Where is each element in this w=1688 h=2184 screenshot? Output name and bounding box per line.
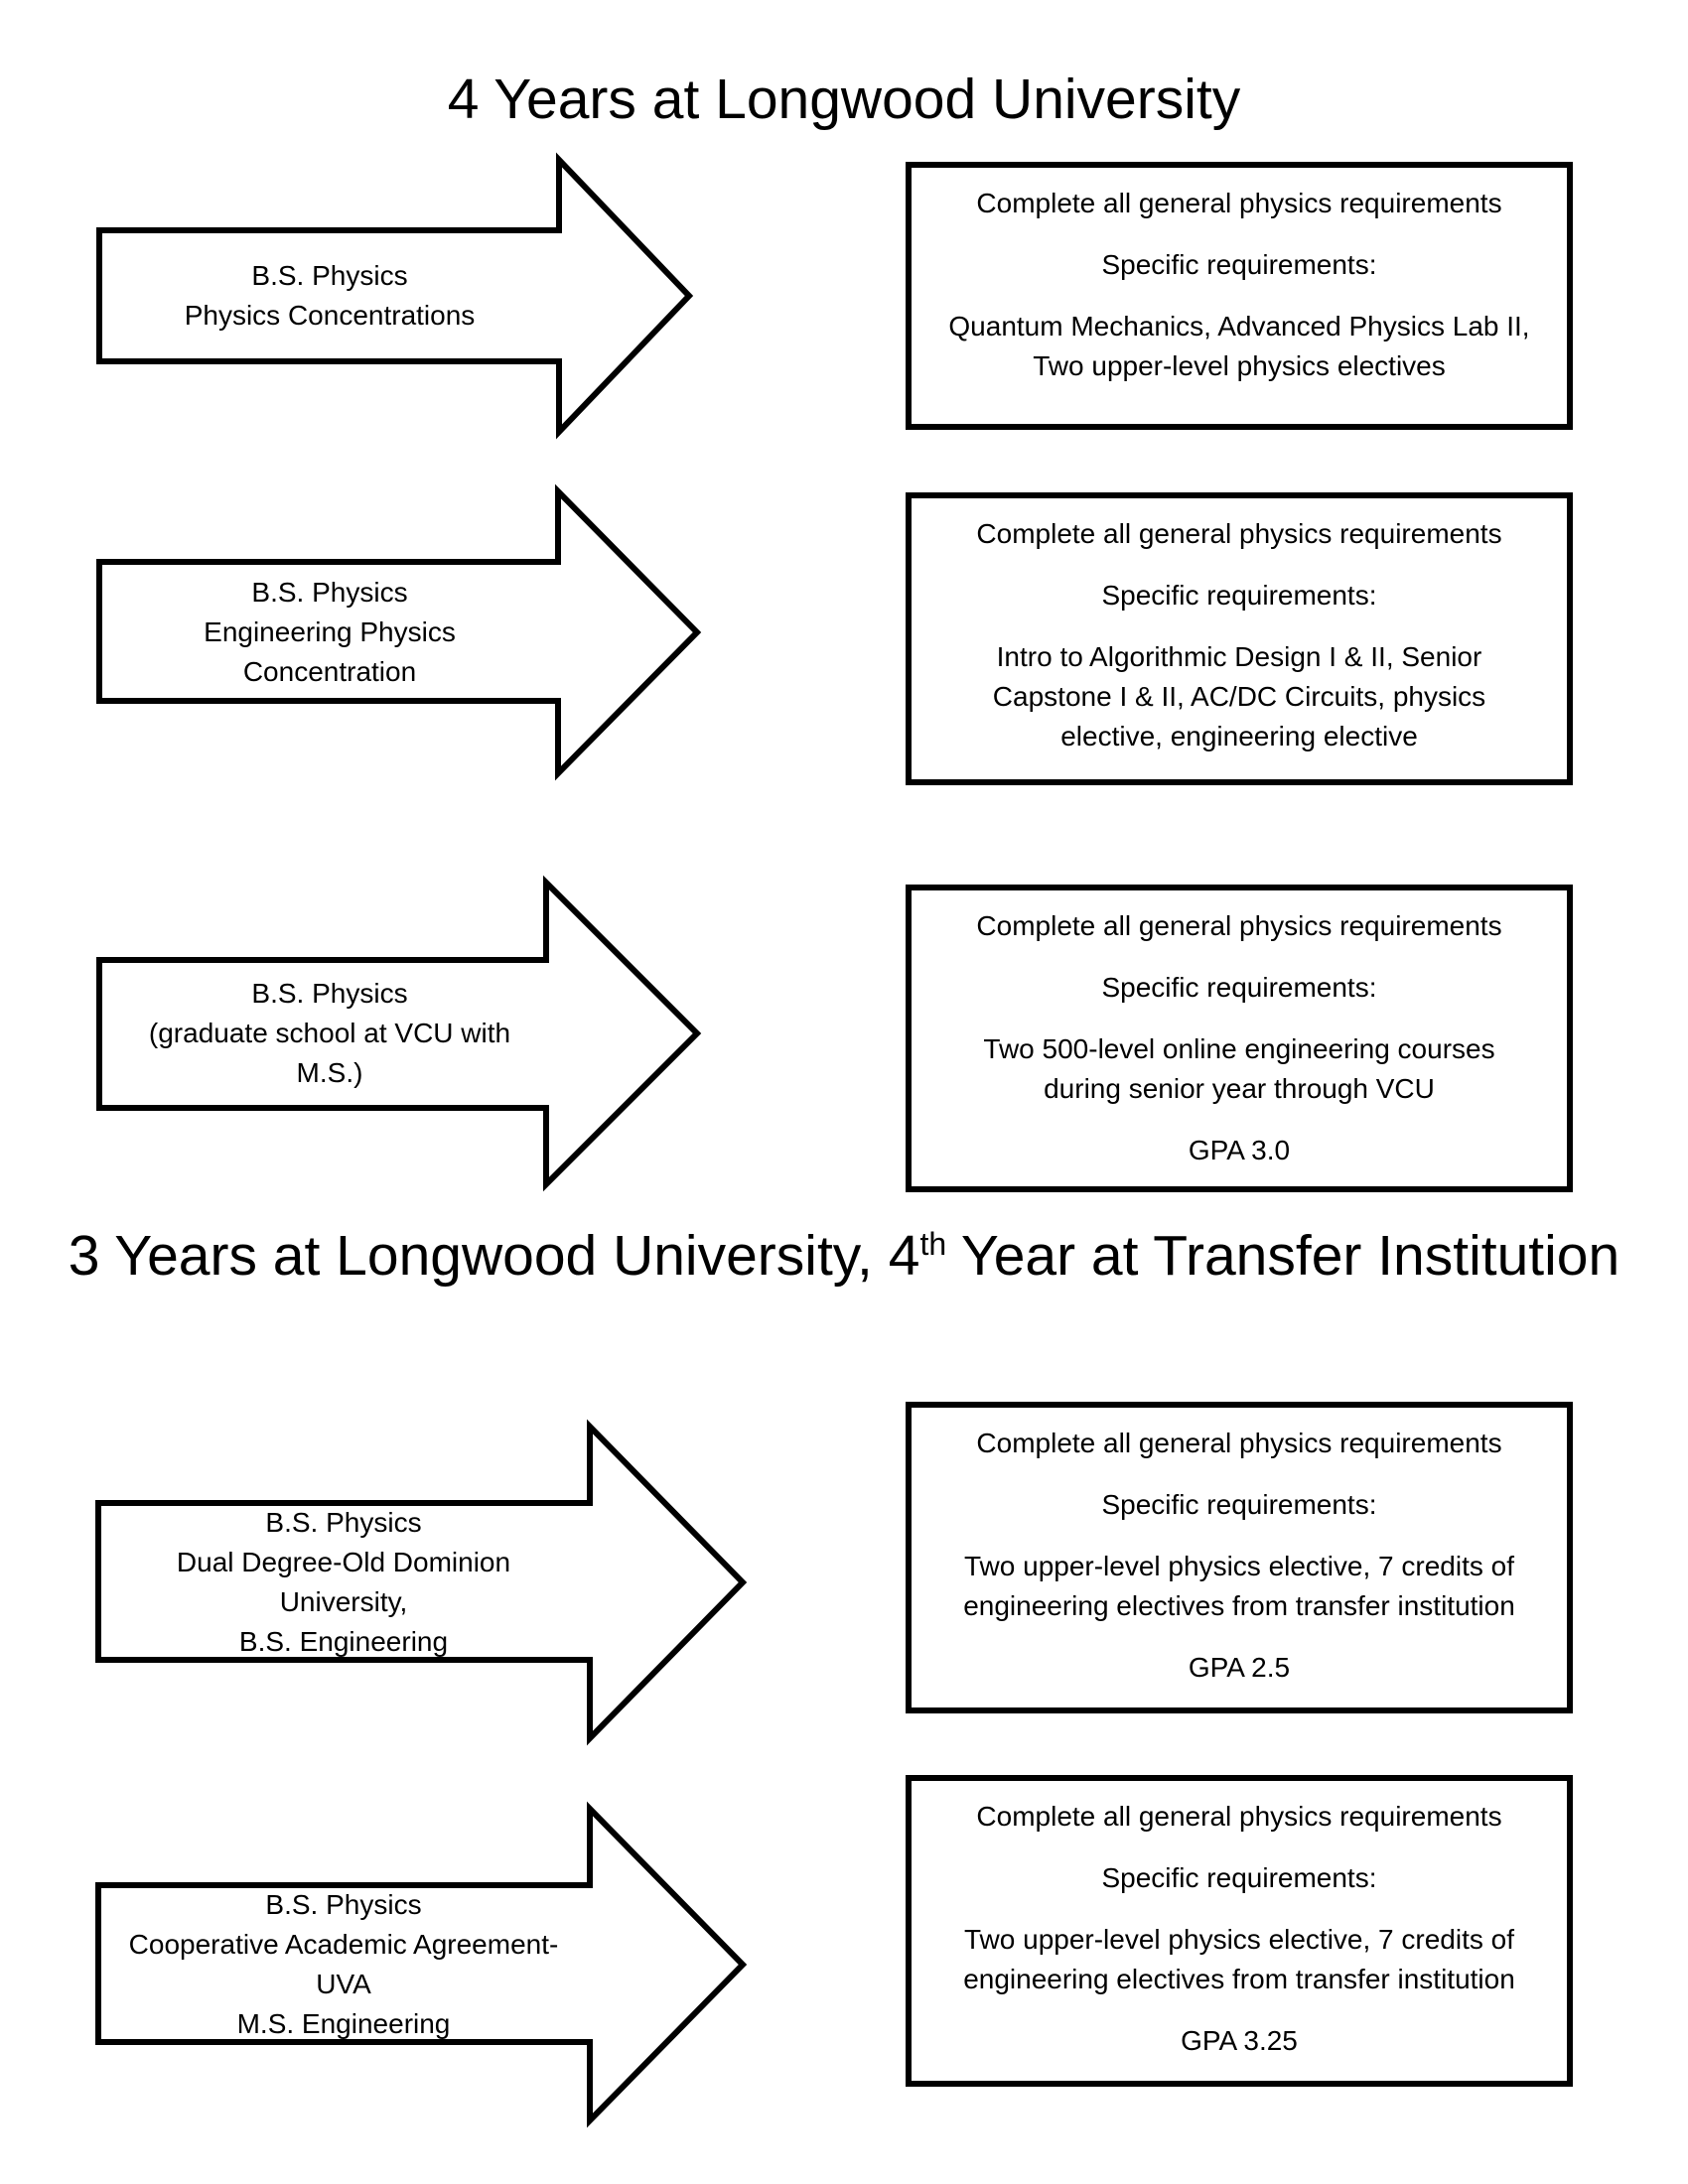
arrow-label-line: Engineering Physics Concentration	[204, 616, 456, 687]
specific-requirements-text	[983, 1029, 1494, 1109]
specific-line: Two upper-level physics elective, 7 credits of	[963, 1551, 1515, 1581]
specific-requirements-label: Specific requirements:	[1101, 580, 1377, 611]
arrow-label-line: B.S. Physics	[265, 1507, 422, 1538]
section-title-four-years: 4 Years at Longwood University	[447, 68, 1241, 131]
arrow-label	[116, 488, 543, 776]
specific-line: engineering electives from transfer institution	[963, 1964, 1515, 1994]
specific-requirements-label: Specific requirements:	[1101, 1862, 1377, 1893]
specific-requirements-label: Specific requirements:	[1101, 972, 1377, 1003]
arrow-label	[116, 157, 543, 435]
pathway-arrow-uva-cooperative	[95, 1806, 746, 2123]
specific-requirements-label: Specific requirements:	[1101, 1489, 1377, 1520]
specific-line: Intro to Algorithmic Design I & II, Senior	[996, 641, 1482, 672]
requirements-box-vcu-graduate	[906, 885, 1573, 1192]
general-requirements-text: Complete all general physics requirements	[976, 1428, 1502, 1458]
pathway-arrow-dual-degree-odu	[95, 1424, 746, 1741]
specific-requirements-text	[948, 307, 1529, 386]
gpa-requirement: GPA 3.25	[1181, 2025, 1298, 2056]
pathway-arrow-physics-concentrations	[96, 157, 692, 435]
gpa-requirement: GPA 2.5	[1188, 1652, 1291, 1683]
general-requirements-text: Complete all general physics requirements	[976, 188, 1502, 218]
requirements-box-physics-concentrations	[906, 162, 1573, 430]
ordinal-superscript: th	[919, 1226, 947, 1262]
specific-line: Capstone I & II, AC/DC Circuits, physics	[992, 681, 1486, 712]
specific-line: engineering electives from transfer institution	[963, 1590, 1515, 1621]
requirements-box-uva-cooperative	[906, 1775, 1573, 2087]
general-requirements-text: Complete all general physics requirements	[976, 518, 1502, 549]
arrow-label	[115, 1424, 572, 1741]
specific-requirements-text	[963, 1920, 1515, 1999]
arrow-label-line: M.S. Engineering	[236, 2008, 451, 2039]
requirements-box-engineering-physics	[906, 492, 1573, 785]
arrow-label-line: B.S. Engineering	[238, 1626, 449, 1657]
specific-line: elective, engineering elective	[1060, 721, 1418, 751]
arrow-label-line: (graduate school at VCU with M.S.)	[148, 1018, 511, 1088]
pathway-arrow-engineering-physics	[96, 488, 700, 776]
specific-requirements-text	[993, 637, 1485, 756]
gpa-requirement: GPA 3.0	[1188, 1135, 1291, 1165]
arrow-label-line: Cooperative Academic Agreement-UVA	[128, 1929, 559, 1999]
section-title-three-years-transfer: 3 Years at Longwood University, 4th Year at Transfer Institution	[68, 1224, 1620, 1288]
arrow-label-line: B.S. Physics	[251, 577, 408, 608]
requirements-box-dual-degree-odu	[906, 1402, 1573, 1713]
specific-line: Two upper-level physics electives	[1033, 350, 1446, 381]
specific-line: Two upper-level physics elective, 7 credits of	[963, 1924, 1515, 1955]
arrow-label-line: Dual Degree-Old Dominion University,	[176, 1547, 511, 1617]
specific-line: Two 500-level online engineering courses	[983, 1033, 1495, 1064]
arrow-label-line: Physics Concentrations	[184, 300, 476, 331]
pathway-arrow-vcu-graduate	[96, 880, 700, 1187]
general-requirements-text: Complete all general physics requirements	[976, 910, 1502, 941]
arrow-label	[115, 1806, 572, 2123]
general-requirements-text: Complete all general physics requirements	[976, 1801, 1502, 1832]
arrow-label	[116, 880, 543, 1187]
specific-line: during senior year through VCU	[1044, 1073, 1435, 1104]
arrow-label-line: B.S. Physics	[265, 1889, 422, 1920]
arrow-label-line: B.S. Physics	[251, 978, 408, 1009]
specific-requirements-label: Specific requirements:	[1101, 249, 1377, 280]
specific-line: Quantum Mechanics, Advanced Physics Lab II,	[948, 311, 1530, 341]
specific-requirements-text	[963, 1547, 1515, 1626]
arrow-label-line: B.S. Physics	[251, 260, 408, 291]
